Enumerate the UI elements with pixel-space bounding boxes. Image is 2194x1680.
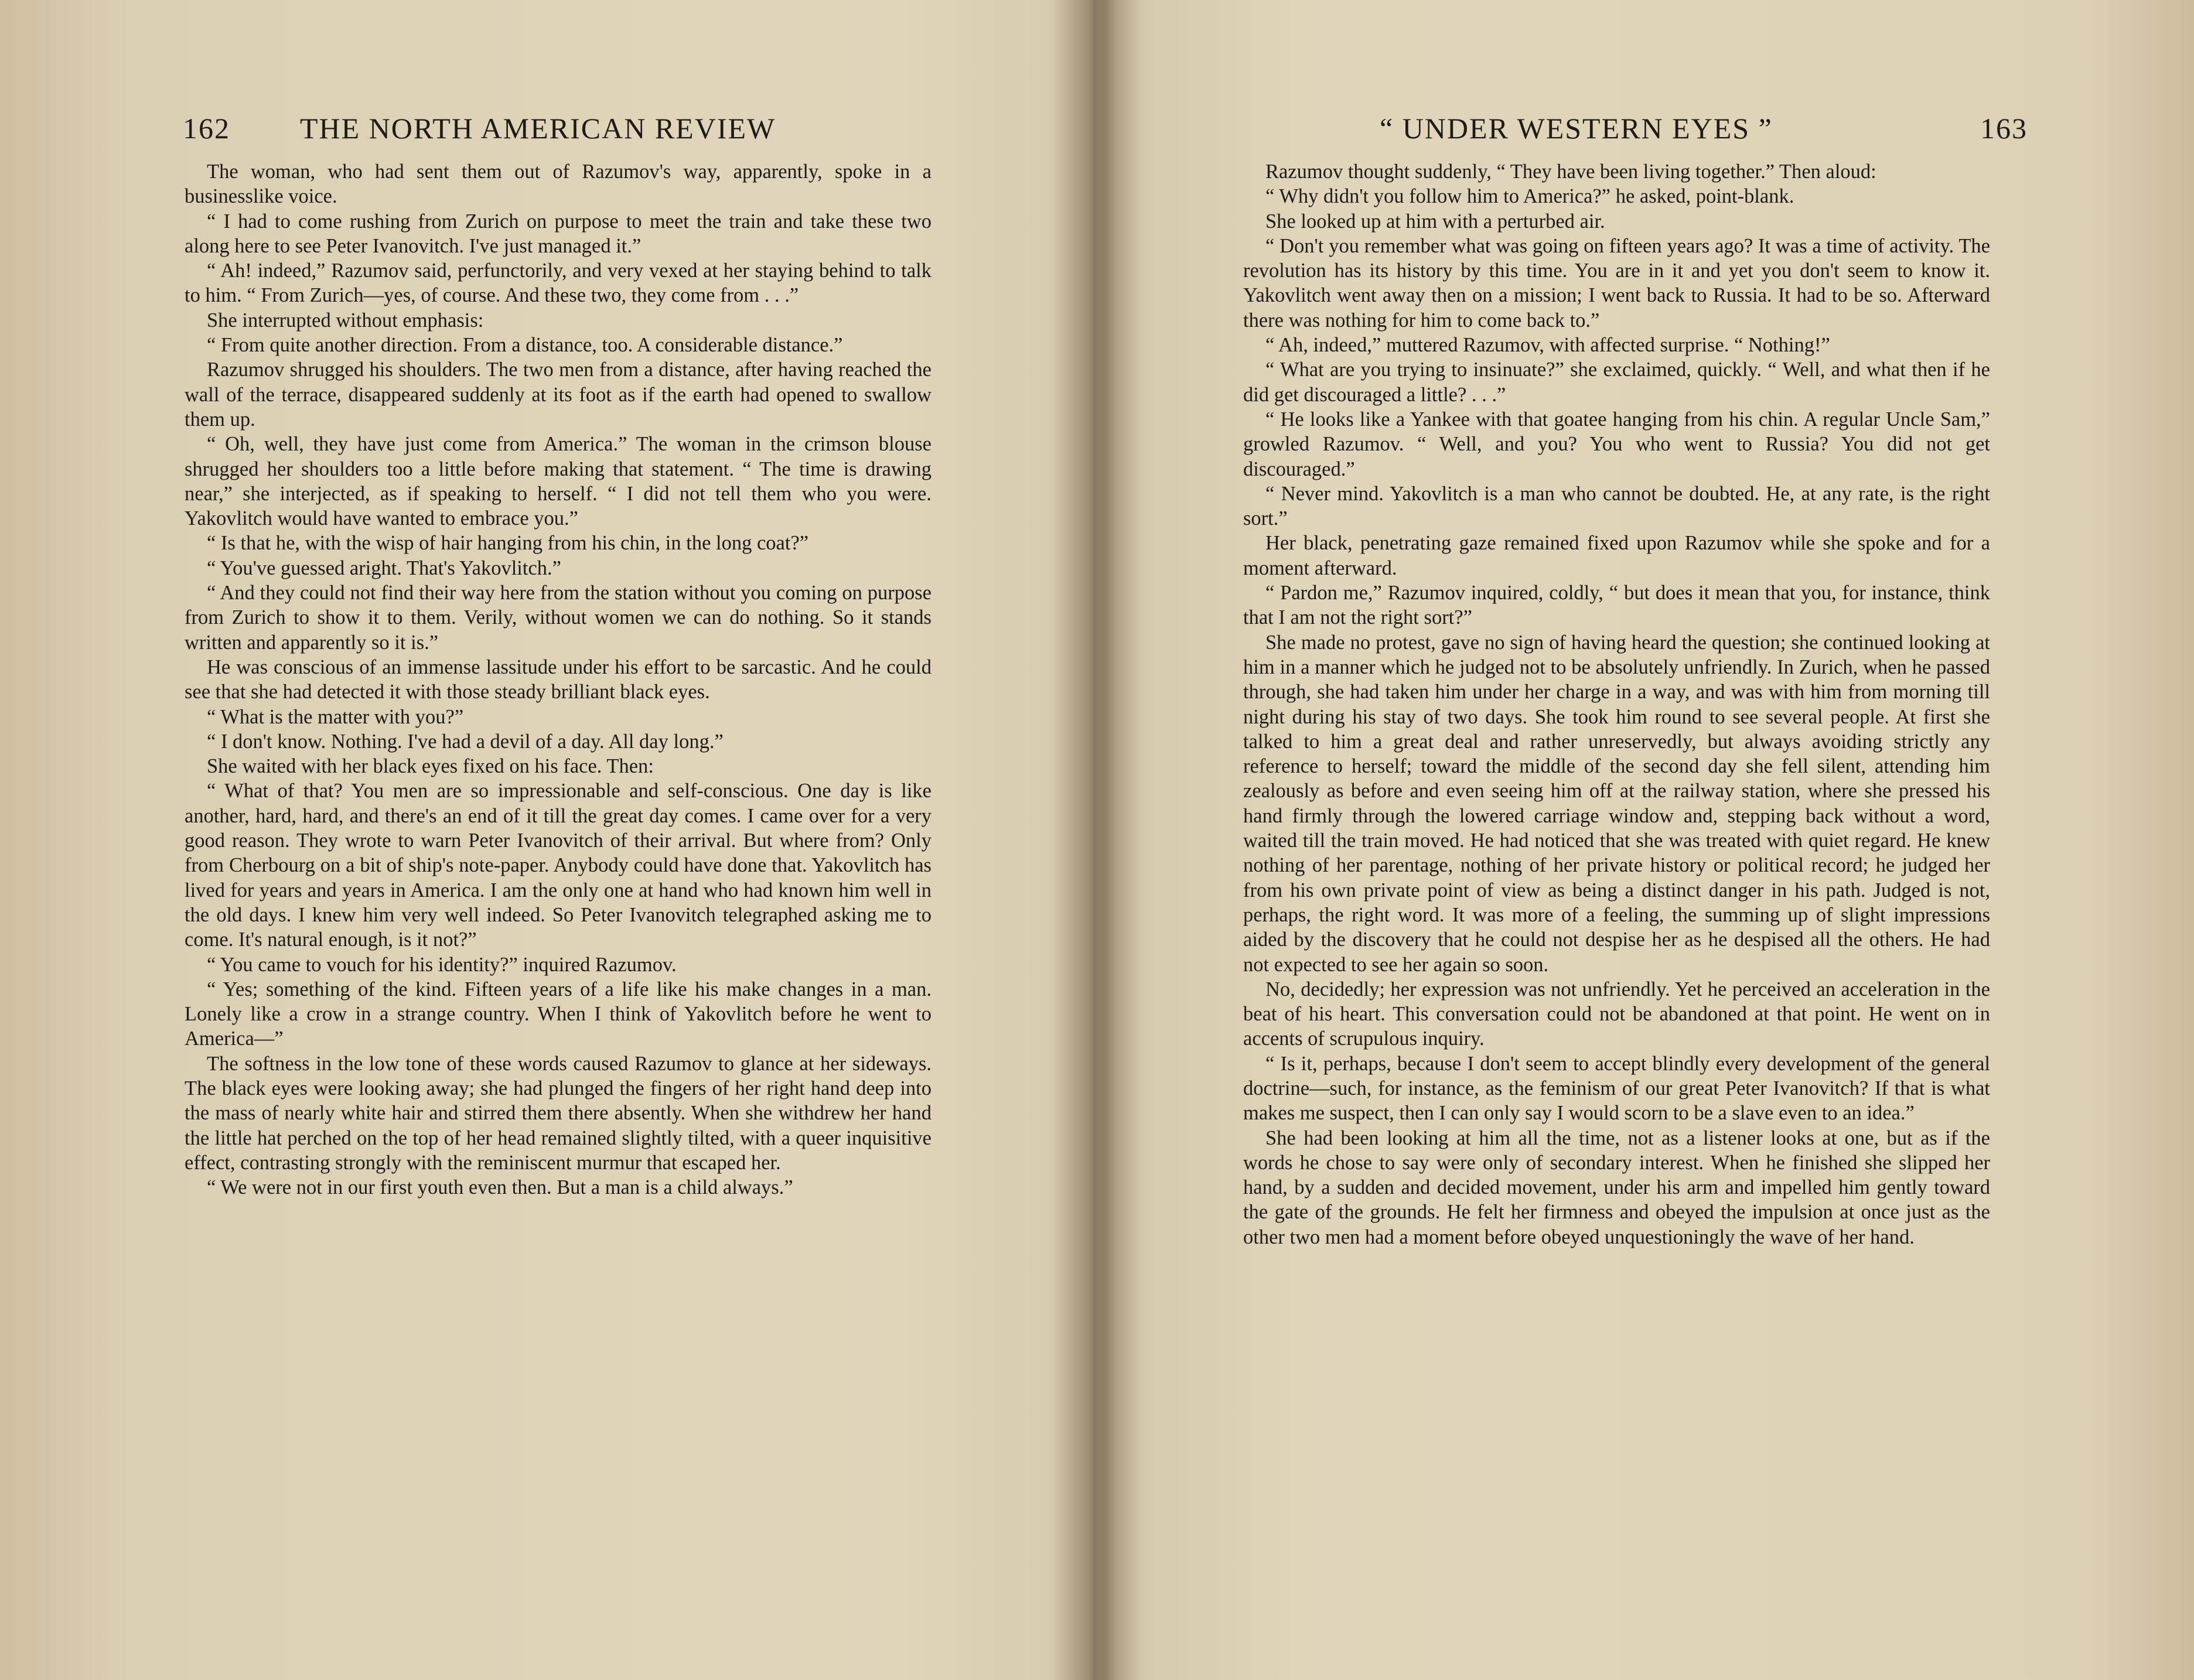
paragraph: “ From quite another direction. From a distance, too. A considerable distance.” <box>207 334 843 357</box>
paragraph: “ Oh, well, they have just come from America.” The woman in the crimson blouse shrugged her shoulders too a little before making that statement. “ The time is drawing near,” she interjected, as if speaking to herself. “ I did not tell them who you were. Yakovlitch would have wanted to embrace you.” <box>185 433 931 530</box>
paragraph: She waited with her black eyes fixed on his face. Then: <box>207 755 654 778</box>
paragraph: “ Pardon me,” Razumov inquired, coldly, “ but does it mean that you, for instance, think that I am not the right sort?” <box>1243 582 1990 629</box>
paragraph: Razumov shrugged his shoulders. The two men from a distance, after having reached the wall of the terrace, disappeared suddenly at its foot as if the earth had opened to swallow them up. <box>185 358 931 431</box>
paragraph: “ And they could not find their way here from the station without you coming on purpose from Zurich to show it to them. Verily, without women we can do nothing. So it stands written and apparently so it is.” <box>185 582 931 654</box>
paragraph: “ You came to vouch for his identity?” inquired Razumov. <box>207 953 677 976</box>
left-page <box>0 0 1090 1680</box>
paragraph: “ Ah! indeed,” Razumov said, perfunctorily, and very vexed at her staying behind to talk to him. “ From Zurich—yes, of course. And these two, they come from . . .” <box>185 259 931 307</box>
paragraph: She had been looking at him all the time, not as a listener looks at one, but as if the words he chose to say were only of secondary interest. When he finished she slipped her hand, by a sudden and decided movement, under his arm and impelled him gently toward the gate of the grounds. He felt her firmness and obeyed the impulsion at once just as the other two men had a moment before obeyed unquestioningly the wave of her hand. <box>1243 1126 1990 1248</box>
page-number: 162 <box>183 112 230 145</box>
paragraph: “ What is the matter with you?” <box>207 705 464 728</box>
page-number: 163 <box>1980 112 2028 145</box>
paragraph: “ Never mind. Yakovlitch is a man who cannot be doubted. He, at any rate, is the right sort.” <box>1243 482 1990 530</box>
gutter-shadow <box>1043 0 1148 1680</box>
paragraph: She interrupted without emphasis: <box>207 309 484 332</box>
paragraph: The woman, who had sent them out of Razumov's way, apparently, spoke in a businesslike voice. <box>185 161 931 208</box>
paragraph: She made no protest, gave no sign of having heard the question; she continued looking at him in a manner which he judged not to be absolutely unfriendly. In Zurich, when he passed through, she had taken him under her charge in a way, and was with him from morning till night during his stay of two days. She took him round to see several people. At first she talked to him a great deal and rather unreservedly, but always avoiding strictly any reference to herself; toward the middle of the second day she fell silent, attending him zealously as before and even seeing him off at the railway station, where she pressed his hand firmly through the lowered carriage window and, stepping back without a word, waited till the train moved. He had noticed that she was treated with quiet regard. He knew nothing of her parentage, nothing of her private history or political record; he judged her from his own private point of view as being a distinct danger in his path. Judged is not, perhaps, the right word. It was more of a feeling, the summing up of slight impressions aided by the discovery that he could not despise her as he despised all the others. He had not expected to see her again so soon. <box>1243 631 1990 976</box>
paragraph: The softness in the low tone of these words caused Razumov to glance at her sideways. The black eyes were looking away; she had plunged the fingers of her right hand deep into the mass of nearly white hair and stirred them there absently. When she withdrew her hand the little hat perched on the top of her head remained slightly tilted, with a queer inquisitive effect, contrasting strongly with the reminiscent murmur that escaped her. <box>185 1052 931 1174</box>
running-title: “ UNDER WESTERN EYES ” <box>1380 112 1773 145</box>
paragraph: “ Is that he, with the wisp of hair hanging from his chin, in the long coat?” <box>207 532 809 555</box>
paragraph: “ Don't you remember what was going on fifteen years ago? It was a time of activity. The revolution has its history by this time. You are in it and yet you don't seem to know it. Yakovlitch went away then on a mission; I went back to Russia. It had to be so. Afterward there was nothing for him to come back to.” <box>1243 234 1990 332</box>
paragraph: “ He looks like a Yankee with that goatee hanging from his chin. A regular Uncle Sam,” growled Razumov. “ Well, and you? You who went to Russia? You did not get discouraged.” <box>1243 408 1990 480</box>
paragraph: “ You've guessed aright. That's Yakovlitch.” <box>207 556 561 579</box>
paragraph: “ What are you trying to insinuate?” she exclaimed, quickly. “ Well, and what then if he did get discouraged a little? . . .” <box>1243 358 1990 406</box>
paragraph: “ I don't know. Nothing. I've had a devil of a day. All day long.” <box>207 730 724 753</box>
paragraph: He was conscious of an immense lassitude under his effort to be sarcastic. And he could see that she had detected it with those steady brilliant black eyes. <box>185 655 931 704</box>
paragraph: “ We were not in our first youth even then. But a man is a child always.” <box>207 1176 793 1199</box>
running-title: THE NORTH AMERICAN REVIEW <box>300 112 776 145</box>
paragraph: “ I had to come rushing from Zurich on purpose to meet the train and take these two along here to see Peter Ivanovitch. I've just managed it.” <box>185 210 931 257</box>
paragraph: “ Yes; something of the kind. Fifteen years of a life like his make changes in a man. Lonely like a crow in a strange country. When I think of Yakovlitch before he went to America—” <box>185 978 931 1050</box>
paragraph: “ What of that? You men are so impressionable and self-conscious. One day is like another, hard, hard, and there's an end of it till the great day comes. I came over for a very good reason. They wrote to warn Peter Ivanovitch of their arrival. But where from? Only from Cherbourg on a bit of ship's note-paper. Anybody could have done that. Yakovlitch has lived for years and years in America. I am the only one at hand who had known him well in the old days. I knew him very well indeed. So Peter Ivanovitch telegraphed asking me to come. It's natural enough, is it not?” <box>185 780 931 951</box>
paragraph: Her black, penetrating gaze remained fixed upon Razumov while she spoke and for a moment afterward. <box>1243 532 1990 579</box>
paragraph: “ Is it, perhaps, because I don't seem to accept blindly every development of the general doctrine—such, for instance, as the feminism of our great Peter Ivanovitch? If that is what makes me suspect, then I can only say I would scorn to be a slave even to an idea.” <box>1243 1052 1990 1125</box>
paragraph: No, decidedly; her expression was not unfriendly. Yet he perceived an acceleration in the beat of his heart. This conversation could not be abandoned at that point. He went on in accents of scrupulous inquiry. <box>1243 978 1990 1050</box>
page-text <box>1243 159 1990 1249</box>
page-text <box>185 159 931 1200</box>
paragraph: “ Ah, indeed,” muttered Razumov, with affected surprise. “ Nothing!” <box>1265 334 1830 357</box>
paragraph: “ Why didn't you follow him to America?” he asked, point-blank. <box>1265 185 1794 208</box>
paragraph: Razumov thought suddenly, “ They have been living together.” Then aloud: <box>1265 161 1876 183</box>
right-page <box>1090 0 2194 1680</box>
paragraph: She looked up at him with a perturbed air. <box>1265 210 1605 233</box>
